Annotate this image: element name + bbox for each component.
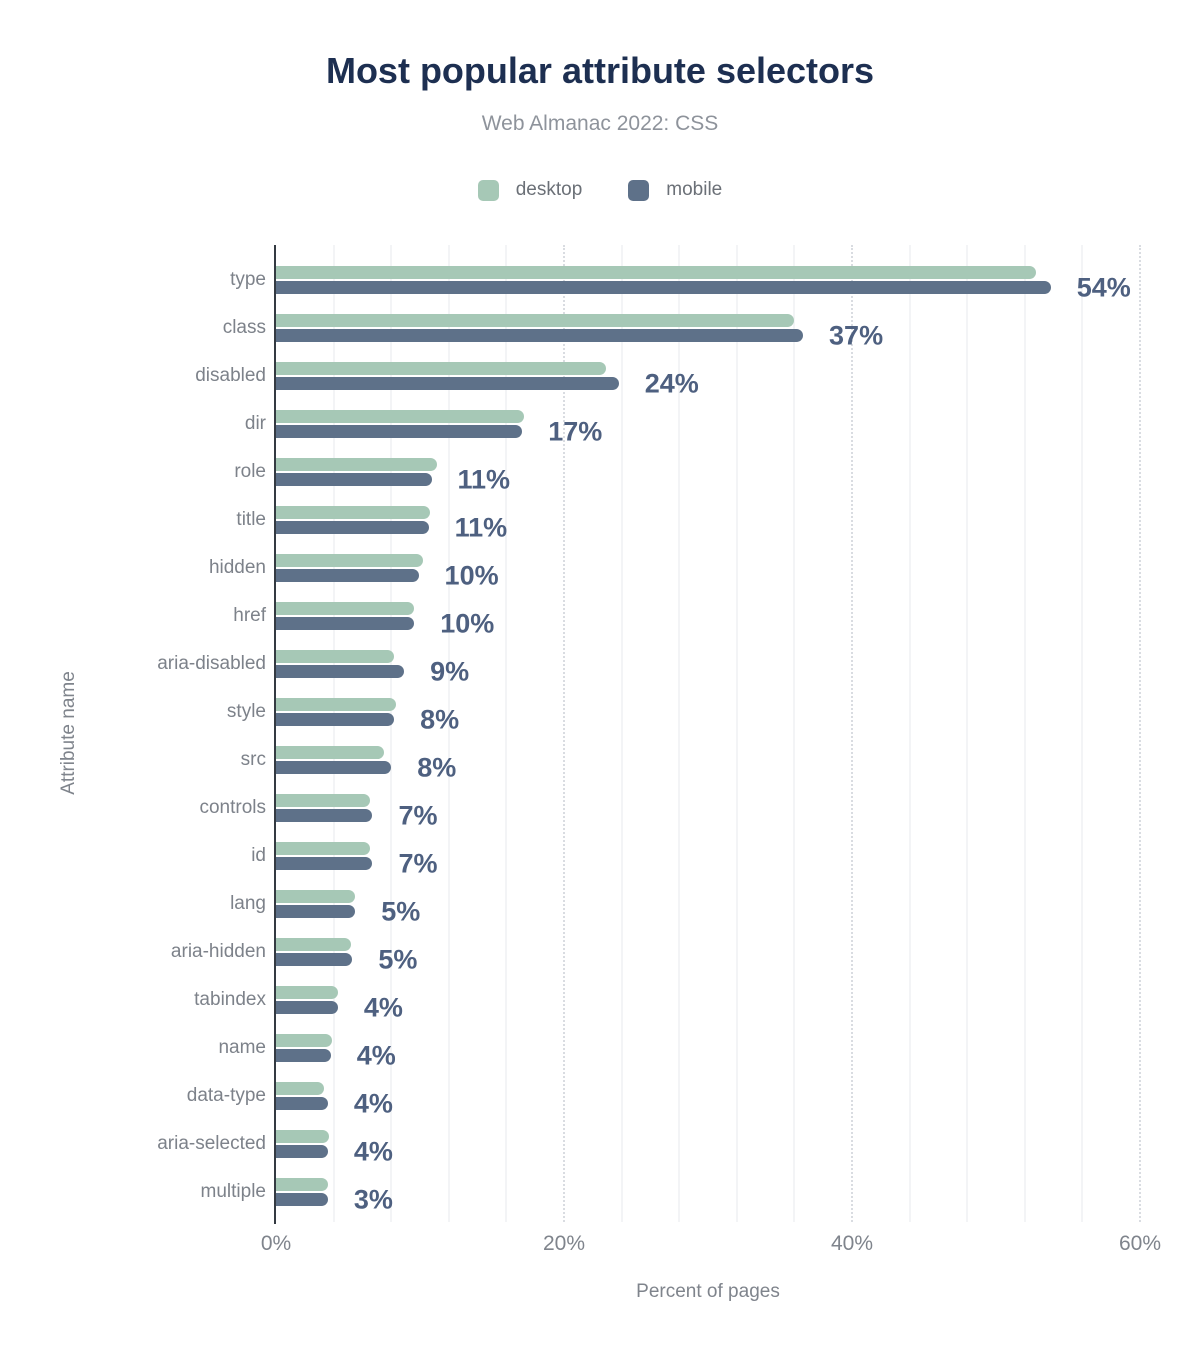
bar-desktop-type[interactable] xyxy=(276,266,1036,279)
bar-mobile-style[interactable] xyxy=(276,713,394,726)
category-label-aria-selected: aria-selected xyxy=(157,1133,266,1155)
value-label-src: 8% xyxy=(417,752,457,782)
minor-gridline-48 xyxy=(966,245,968,1222)
category-label-disabled: disabled xyxy=(195,365,266,387)
bar-desktop-style[interactable] xyxy=(276,698,396,711)
value-label-class: 37% xyxy=(829,320,884,350)
category-label-controls: controls xyxy=(199,797,266,819)
y-axis-title: Attribute name xyxy=(58,671,79,795)
bar-mobile-title[interactable] xyxy=(276,521,429,534)
bar-mobile-dir[interactable] xyxy=(276,425,522,438)
value-label-dir: 17% xyxy=(548,416,603,446)
x-tick-0%: 0% xyxy=(260,1232,292,1255)
chart-subtitle: Web Almanac 2022: CSS xyxy=(481,112,719,135)
value-label-aria-selected: 4% xyxy=(353,1136,393,1166)
category-label-lang: lang xyxy=(230,893,266,915)
minor-gridline-24 xyxy=(621,245,623,1222)
bar-desktop-tabindex[interactable] xyxy=(276,986,338,999)
value-label-href: 10% xyxy=(440,608,495,638)
major-gridline-20 xyxy=(563,245,565,1222)
x-axis-title: Percent of pages xyxy=(636,1281,780,1302)
major-gridline-60 xyxy=(1139,245,1141,1222)
value-label-aria-hidden: 5% xyxy=(378,944,418,974)
category-label-href: href xyxy=(233,605,266,627)
category-label-hidden: hidden xyxy=(208,557,266,579)
category-label-title: title xyxy=(236,509,266,531)
value-label-style: 8% xyxy=(420,704,460,734)
minor-gridline-32 xyxy=(736,245,738,1222)
bar-mobile-class[interactable] xyxy=(276,329,803,342)
value-label-aria-disabled: 9% xyxy=(430,656,470,686)
bar-desktop-role[interactable] xyxy=(276,458,437,471)
bar-mobile-tabindex[interactable] xyxy=(276,1001,338,1014)
value-label-multiple: 3% xyxy=(353,1184,393,1214)
bar-desktop-href[interactable] xyxy=(276,602,414,615)
bar-desktop-lang[interactable] xyxy=(276,890,355,903)
bar-desktop-id[interactable] xyxy=(276,842,370,855)
x-tick-20%: 20% xyxy=(542,1232,586,1255)
category-label-name: name xyxy=(218,1037,266,1059)
bar-desktop-disabled[interactable] xyxy=(276,362,606,375)
value-label-lang: 5% xyxy=(381,896,421,926)
value-label-role: 11% xyxy=(457,464,511,494)
category-label-role: role xyxy=(234,461,266,483)
bar-desktop-class[interactable] xyxy=(276,314,794,327)
category-label-data-type: data-type xyxy=(186,1085,266,1107)
bar-desktop-multiple[interactable] xyxy=(276,1178,328,1191)
bar-desktop-name[interactable] xyxy=(276,1034,332,1047)
bar-mobile-id[interactable] xyxy=(276,857,372,870)
category-label-type: type xyxy=(230,269,266,291)
category-label-multiple: multiple xyxy=(200,1181,266,1203)
value-label-type: 54% xyxy=(1076,272,1131,302)
bar-mobile-aria-hidden[interactable] xyxy=(276,953,352,966)
bar-desktop-aria-disabled[interactable] xyxy=(276,650,394,663)
minor-gridline-4 xyxy=(333,245,335,1222)
bar-desktop-aria-selected[interactable] xyxy=(276,1130,329,1143)
value-label-title: 11% xyxy=(454,512,508,542)
bar-mobile-aria-selected[interactable] xyxy=(276,1145,328,1158)
value-label-controls: 7% xyxy=(398,800,438,830)
value-label-hidden: 10% xyxy=(444,560,499,590)
category-label-style: style xyxy=(226,701,266,723)
legend-label-desktop: desktop xyxy=(515,179,583,200)
bar-desktop-data-type[interactable] xyxy=(276,1082,324,1095)
minor-gridline-52 xyxy=(1024,245,1026,1222)
category-label-id: id xyxy=(251,845,266,867)
minor-gridline-56 xyxy=(1081,245,1083,1222)
bar-mobile-multiple[interactable] xyxy=(276,1193,328,1206)
legend-label-mobile: mobile xyxy=(666,179,723,200)
chart-title: Most popular attribute selectors xyxy=(325,50,875,91)
x-tick-60%: 60% xyxy=(1118,1232,1162,1255)
bar-mobile-role[interactable] xyxy=(276,473,432,486)
category-label-class: class xyxy=(222,317,266,339)
value-label-tabindex: 4% xyxy=(363,992,403,1022)
bar-mobile-type[interactable] xyxy=(276,281,1051,294)
value-label-name: 4% xyxy=(356,1040,396,1070)
value-label-data-type: 4% xyxy=(353,1088,393,1118)
bar-desktop-src[interactable] xyxy=(276,746,384,759)
bar-desktop-dir[interactable] xyxy=(276,410,524,423)
category-label-tabindex: tabindex xyxy=(194,989,266,1011)
category-label-aria-hidden: aria-hidden xyxy=(170,941,266,963)
minor-gridline-36 xyxy=(793,245,795,1222)
bar-mobile-aria-disabled[interactable] xyxy=(276,665,404,678)
bar-mobile-href[interactable] xyxy=(276,617,414,630)
bar-mobile-disabled[interactable] xyxy=(276,377,619,390)
bar-mobile-src[interactable] xyxy=(276,761,391,774)
bar-desktop-title[interactable] xyxy=(276,506,430,519)
y-axis-line xyxy=(274,245,276,1224)
bar-mobile-data-type[interactable] xyxy=(276,1097,328,1110)
bar-desktop-hidden[interactable] xyxy=(276,554,423,567)
bar-mobile-name[interactable] xyxy=(276,1049,331,1062)
major-gridline-40 xyxy=(851,245,853,1222)
minor-gridline-44 xyxy=(909,245,911,1222)
minor-gridline-16 xyxy=(505,245,507,1222)
category-label-src: src xyxy=(240,749,266,771)
bar-desktop-aria-hidden[interactable] xyxy=(276,938,351,951)
category-label-aria-disabled: aria-disabled xyxy=(157,653,266,675)
bar-mobile-lang[interactable] xyxy=(276,905,355,918)
bar-desktop-controls[interactable] xyxy=(276,794,370,807)
x-tick-40%: 40% xyxy=(830,1232,874,1255)
category-label-dir: dir xyxy=(244,413,266,435)
bar-mobile-controls[interactable] xyxy=(276,809,372,822)
minor-gridline-8 xyxy=(390,245,392,1222)
bar-mobile-hidden[interactable] xyxy=(276,569,419,582)
value-label-disabled: 24% xyxy=(644,368,699,398)
value-label-id: 7% xyxy=(398,848,438,878)
